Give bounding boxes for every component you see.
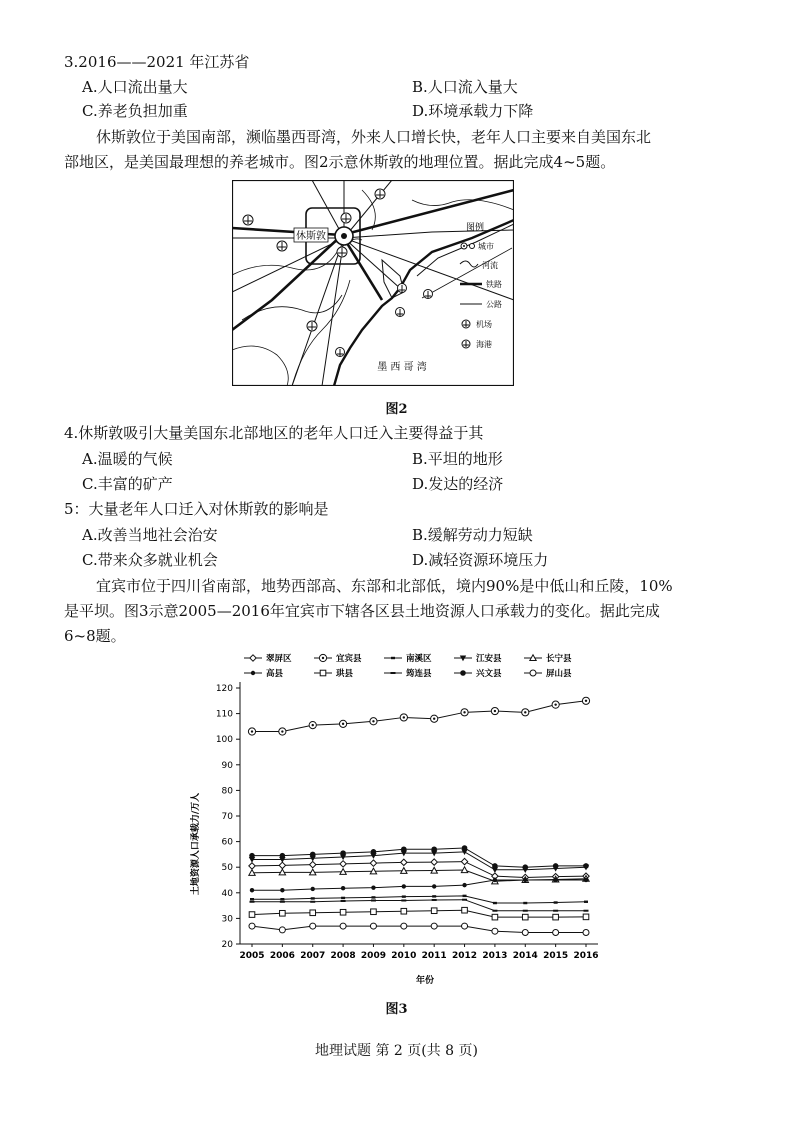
legend-item [454, 668, 502, 679]
data-point [402, 884, 406, 888]
data-point [340, 861, 346, 867]
x-tick-label: 2008 [330, 951, 356, 961]
q5-option-d: D.减轻资源环境压力 [412, 551, 549, 569]
data-point [492, 863, 498, 869]
data-point [249, 863, 255, 869]
airport-icon [341, 213, 351, 223]
x-tick-label: 2014 [512, 951, 538, 961]
data-point [341, 886, 345, 890]
data-point [371, 896, 375, 898]
data-point [249, 923, 255, 929]
data-point [340, 909, 346, 915]
houston-map [232, 180, 514, 386]
legend-seaport: 海港 [476, 340, 492, 349]
data-point-center [342, 723, 344, 725]
data-point [523, 878, 527, 882]
x-tick-label: 2009 [360, 951, 386, 961]
data-point [310, 861, 316, 867]
data-point [431, 859, 437, 865]
data-point [431, 908, 437, 914]
data-point [492, 914, 498, 920]
data-point-center [281, 730, 283, 732]
legend-airport-icon [462, 320, 470, 328]
data-point [340, 923, 346, 929]
data-point [462, 907, 468, 913]
legend-item [314, 653, 362, 664]
data-point-center [585, 700, 587, 702]
data-point [493, 902, 497, 904]
airport-icon [243, 215, 253, 225]
legend-label: 屏山县 [546, 669, 572, 679]
y-tick-label: 50 [221, 863, 233, 874]
data-point [583, 929, 589, 935]
data-point [311, 887, 315, 891]
data-point [370, 923, 376, 929]
data-point [553, 914, 559, 920]
data-point [553, 929, 559, 935]
data-point [462, 899, 467, 901]
y-tick-label: 90 [221, 760, 233, 771]
seaport-icon [424, 290, 433, 299]
data-point [401, 846, 407, 852]
data-point [371, 849, 377, 855]
y-axis-label: 土地资源人口承载力/万人 [191, 792, 201, 896]
legend-item [524, 668, 572, 679]
x-tick-label: 2010 [391, 951, 417, 961]
legend-item [524, 653, 572, 664]
q3-option-d: D.环境承载力下降 [412, 102, 534, 120]
data-point [401, 923, 407, 929]
y-tick-label: 70 [221, 812, 233, 822]
chart-legend [244, 653, 572, 679]
data-point [401, 859, 407, 865]
city-center-dot [341, 233, 347, 239]
series-line [252, 900, 586, 911]
q3-option-c: C.养老负担加重 [82, 102, 188, 120]
data-point-center [312, 724, 314, 726]
q4-option-a: A.温暖的气候 [82, 450, 173, 468]
legend-label: 高县 [266, 669, 284, 679]
data-point [280, 888, 284, 892]
x-tick-label: 2015 [543, 951, 569, 961]
legend-label: 宜宾县 [336, 654, 362, 664]
data-point [523, 902, 527, 904]
data-point [431, 923, 437, 929]
legend-label: 南溪区 [406, 654, 432, 664]
data-point [371, 899, 376, 901]
series-line [252, 848, 586, 867]
data-point [310, 923, 316, 929]
y-tick-label: 40 [221, 888, 233, 899]
data-point [461, 858, 467, 864]
data-point-center [494, 710, 496, 712]
data-point [584, 878, 588, 882]
x-tick-label: 2011 [421, 951, 447, 961]
data-point [250, 888, 254, 892]
x-tick-label: 2006 [269, 951, 295, 961]
legend-label: 珙县 [336, 669, 354, 679]
city-label: 休斯敦 [296, 231, 326, 242]
data-point [402, 895, 406, 897]
series-line [252, 880, 586, 890]
houston-intro-line-1: 休斯敦位于美国南部，濒临墨西哥湾，外来人口增长快，老年人口主要来自美国东北 [96, 128, 652, 146]
yibin-intro-line-3: 6~8题。 [64, 627, 126, 645]
data-point-center [403, 716, 405, 718]
data-point [432, 884, 436, 888]
y-tick-label: 120 [215, 684, 233, 694]
series-6 [250, 878, 588, 893]
series-7 [249, 907, 589, 920]
q3-stem: 3.2016——2021 年江苏省 [64, 53, 250, 71]
data-point [463, 895, 467, 897]
data-point-center [433, 718, 435, 720]
airport-icon [277, 241, 287, 251]
legend-marker-center [322, 657, 324, 659]
series-9 [249, 845, 589, 870]
data-point [522, 864, 528, 870]
data-point [250, 901, 255, 903]
data-point [249, 853, 255, 859]
y-tick-label: 20 [221, 940, 233, 950]
data-point-center [372, 720, 374, 722]
q5-option-c: C.带来众多就业机会 [82, 551, 218, 569]
fig2-caption: 图2 [385, 402, 408, 417]
chart-series [248, 697, 589, 935]
legend-item [314, 668, 354, 679]
legend-item [384, 668, 432, 679]
legend-highway: 公路 [486, 300, 502, 309]
y-tick-label: 100 [215, 735, 233, 746]
x-axis-label: 年份 [415, 976, 435, 986]
legend-label: 兴文县 [476, 669, 502, 679]
legend-label: 长宁县 [546, 654, 572, 664]
data-point [522, 929, 528, 935]
data-point [249, 912, 255, 918]
q5-option-b: B.缓解劳动力短缺 [412, 526, 533, 544]
q4-option-d: D.发达的经济 [412, 475, 504, 493]
data-point-center [251, 730, 253, 732]
legend-item [384, 653, 432, 664]
series-2 [248, 697, 589, 735]
q5-option-a: A.改善当地社会治安 [82, 526, 218, 544]
legend-marker [460, 670, 466, 676]
data-point [370, 860, 376, 866]
legend-marker [391, 657, 395, 659]
data-point [280, 901, 285, 903]
data-point [280, 853, 286, 859]
yibin-intro-line-1: 宜宾市位于四川省南部，地势西部高、东部和北部低，境内90%是中低山和丘陵，10% [96, 577, 673, 595]
seaport-icon [336, 348, 345, 357]
y-tick-label: 110 [215, 709, 233, 720]
data-point [492, 928, 498, 934]
chart-axes [216, 682, 599, 961]
airport-icon [375, 189, 385, 199]
fig3-caption: 图3 [385, 1002, 408, 1017]
q5-stem: 5：大量老年人口迁入对休斯敦的影响是 [64, 500, 329, 518]
legend-railway: 铁路 [486, 280, 502, 289]
seaport-icon [398, 284, 407, 293]
y-tick-label: 80 [221, 786, 233, 797]
legend-city: 城市 [478, 242, 494, 251]
houston-intro-line-2: 部地区，是美国最理想的养老城市。图2示意休斯敦的地理位置。据此完成4~5题。 [64, 153, 616, 171]
yibin-intro-line-2: 是平坝。图3示意2005—2016年宜宾市下辖各区县土地资源人口承载力的变化。据此完成 [64, 602, 660, 620]
data-point-center [554, 703, 556, 705]
data-point [584, 910, 589, 912]
y-tick-label: 60 [221, 837, 233, 848]
data-point [280, 898, 284, 900]
data-point [401, 899, 406, 901]
q3-option-a: A.人口流出量大 [82, 78, 188, 96]
q4-option-b: B.平坦的地形 [412, 450, 503, 468]
data-point [340, 850, 346, 856]
seaport-icon [396, 308, 405, 317]
data-point [554, 901, 558, 903]
page-footer: 地理试题 第 2 页(共 8 页) [315, 1043, 478, 1059]
legend-marker [320, 670, 326, 676]
data-point [553, 863, 559, 869]
data-point [432, 899, 437, 901]
data-point [311, 897, 315, 899]
series-8 [250, 899, 589, 912]
data-point [341, 900, 346, 902]
legend-item [244, 668, 284, 679]
data-point [493, 878, 497, 882]
legend-item [454, 653, 502, 664]
data-point [310, 852, 316, 858]
series-line [252, 926, 586, 932]
sea-label: 墨 西 哥 湾 [377, 362, 427, 373]
data-point [371, 909, 377, 915]
data-point [371, 885, 375, 889]
x-tick-label: 2016 [573, 951, 599, 961]
airport-icon [307, 321, 317, 331]
data-point [279, 862, 285, 868]
series-line [252, 701, 586, 732]
data-point [553, 878, 557, 882]
data-point [431, 846, 437, 852]
airport-icon [337, 247, 347, 257]
y-tick-label: 30 [221, 914, 233, 925]
data-point [583, 863, 589, 869]
legend-item [244, 653, 292, 664]
data-point [462, 883, 466, 887]
data-point [462, 845, 468, 851]
data-point-center [524, 711, 526, 713]
legend-marker [391, 672, 396, 674]
legend-airport: 机场 [476, 320, 492, 329]
q3-option-b: B.人口流入量大 [412, 78, 518, 96]
data-point [492, 910, 497, 912]
q4-stem: 4.休斯敦吸引大量美国东北部地区的老年人口迁入主要得益于其 [64, 424, 484, 442]
x-tick-label: 2012 [452, 951, 478, 961]
data-point [310, 910, 316, 916]
data-point [310, 901, 315, 903]
legend-title: 图例 [466, 223, 485, 233]
data-point [341, 897, 345, 899]
legend-river: 河流 [482, 261, 498, 270]
data-point [553, 910, 558, 912]
legend-marker [250, 655, 256, 661]
legend-marker [251, 671, 255, 675]
data-point [280, 910, 286, 916]
data-point [584, 901, 588, 903]
legend-seaport-icon [462, 340, 470, 348]
carrying-capacity-chart [180, 648, 620, 993]
data-point [432, 895, 436, 897]
q4-option-c: C.丰富的矿产 [82, 475, 173, 493]
series-line [252, 910, 586, 917]
data-point-center [463, 711, 465, 713]
legend-label: 翠屏区 [266, 654, 292, 664]
data-point [279, 927, 285, 933]
data-point [523, 910, 528, 912]
data-point [250, 898, 254, 900]
x-tick-label: 2005 [239, 951, 265, 961]
data-point [583, 914, 589, 920]
data-point [401, 908, 407, 914]
series-10 [249, 923, 589, 935]
x-tick-label: 2013 [482, 951, 508, 961]
legend-label: 江安县 [476, 654, 502, 664]
data-point [522, 914, 528, 920]
series-3 [250, 895, 588, 905]
series-4 [249, 849, 589, 873]
x-tick-label: 2007 [300, 951, 326, 961]
data-point [462, 923, 468, 929]
legend-marker [530, 670, 536, 676]
legend-label: 筠连县 [406, 669, 432, 679]
